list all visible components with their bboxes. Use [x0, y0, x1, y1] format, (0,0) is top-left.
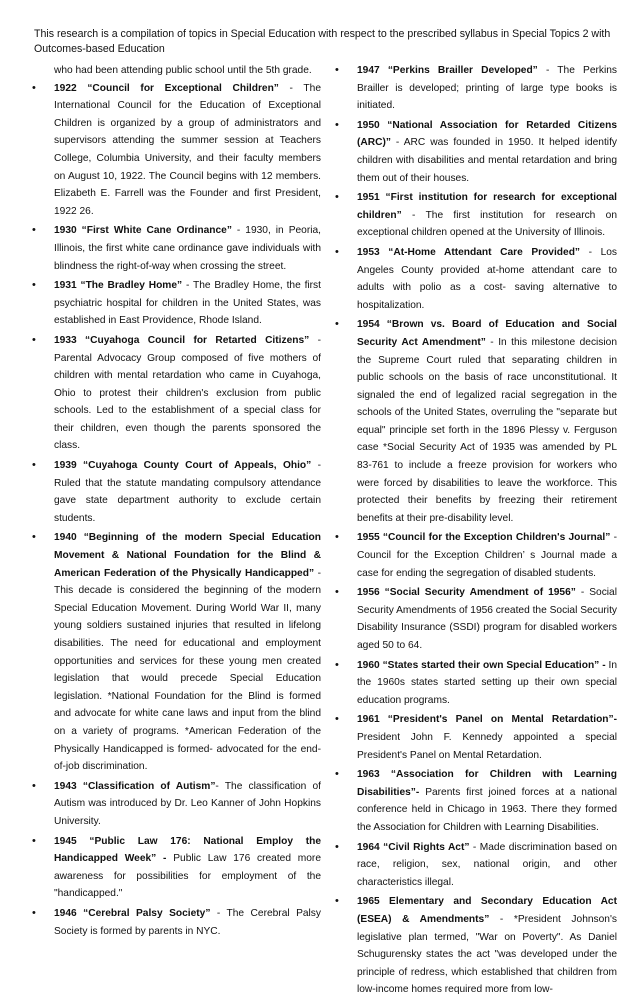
bullet-icon: •	[32, 333, 36, 346]
entry-text: - ARC was founded in 1950. It helped identify children with disabilities and mental retardation and bring them out of their houses.	[357, 137, 617, 184]
timeline-entry	[32, 905, 321, 940]
timeline-entry	[335, 711, 617, 764]
bullet-icon: •	[335, 64, 339, 76]
entry-text: - In this milestone decision the Supreme Court ruled that separating children in public schools on the basis of race unconstitutional. It signaled the end of legalized racial segregation in the schools of the United States, overruling the "separate but equal" principle set forth in the 1896 Plessy v. Ferguson case *Social Security Act of 1935 was amended by PL 83-761 to include a freeze provision for workers who were forced by disabilities to leave the workforce. This protected their benefits by freezing their retirement benefits at their pre-disability level.	[357, 336, 617, 524]
bullet-icon: •	[335, 245, 339, 258]
entry-title: 1939 “Cuyahoga County Court of Appeals, Ohio”	[54, 460, 312, 472]
entry-title: 1955 “Council for the Exception Children's Journal”	[357, 532, 611, 544]
entry-title: 1922 “Council for Exceptional Children”	[54, 82, 279, 94]
bullet-icon: •	[335, 658, 339, 671]
bullet-icon: •	[32, 279, 36, 292]
entry-text: - Los Angeles County provided at-home attendant care to adults with polio as a cost- saving alternative to hospitalization.	[357, 246, 617, 311]
entry-title: 1950 “National Association for Retarded Citizens (ARC)”	[357, 119, 617, 149]
timeline-entry	[32, 332, 321, 455]
timeline-entry	[32, 833, 321, 903]
entry-title: 1961 “President's Panel on Mental Retardation”-	[357, 714, 617, 726]
right-column	[335, 62, 617, 1001]
entry-title: 1933 “Cuyahoga Council for Retarted Citizens”	[54, 334, 310, 346]
entry-title: 1930 “First White Cane Ordinance”	[54, 225, 232, 237]
bullet-icon: •	[335, 768, 339, 781]
timeline-entry	[335, 244, 617, 314]
entry-text: Public Law 176 created more awareness for possibilities for employment of the "handicapped."	[54, 853, 321, 900]
entry-text: - Made discrimination based on race, religion, sex, national origin, and other characteristics illegal.	[357, 841, 617, 888]
timeline-entry	[32, 277, 321, 330]
entry-text: In the 1960s states started setting up their own special education programs.	[357, 659, 618, 706]
timeline-entry	[335, 657, 617, 710]
timeline-entry	[32, 80, 321, 221]
timeline-entry	[335, 766, 617, 836]
entry-text: - The International Council for the Education of Exceptional Children is organized by a group of administrators and supervisors attending the summer session at Teachers College, Columbia University, and their faculty members on August 10, 1922. The Council begins with 12 members. Elizabeth E. Farrell was the Founder and first President, 1922 26.	[54, 82, 321, 217]
entry-text: Parents first joined forces at a national conference held in Chicago in 1963. There they formed the Association for Children with Learning Disabilities.	[357, 786, 617, 833]
timeline-entry	[32, 529, 321, 775]
timeline-entry	[335, 117, 617, 187]
bullet-icon: •	[335, 840, 339, 853]
entry-text: - 1930, in Peoria, Illinois, the first white cane ordinance gave individuals with blindness the right-of-way when crossing the street.	[54, 225, 321, 272]
entry-title: 1965 Elementary and Secondary Education Act (ESEA) & Amendments”	[357, 896, 617, 925]
entry-text: - This decade is considered the beginning of the modern Special Education Movement. During World War II, many young soldiers sustained injuries that resulted in lifelong disabilities. The need for educational and employment opportunities and services for these young men created legislation that would precede Special Education legislation. *National Foundation for the Blind is formed and advocate for white cane laws and input from the blind on a variety of programs. *American Federation of the Physically Handicapped is formed- advocated for the end-of-job discrimination.	[54, 567, 321, 773]
entry-title: 1946 “Cerebral Palsy Society”	[54, 907, 211, 919]
bullet-icon: •	[335, 586, 339, 599]
bullet-icon: •	[335, 191, 339, 204]
timeline-list-left	[32, 80, 321, 941]
timeline-entry	[32, 222, 321, 275]
entry-title: 1954 “Brown vs. Board of Education and Social Security Act Amendment”	[357, 319, 617, 348]
bullet-icon: •	[335, 531, 339, 544]
entry-text: - The classification of Autism was introduced by Dr. Leo Kanner of John Hopkins University.	[54, 780, 321, 827]
entry-text: - The first institution for research on exceptional children opened at the University of Illinois.	[357, 209, 617, 239]
bullet-icon: •	[32, 779, 36, 792]
bullet-icon: •	[32, 459, 36, 472]
timeline-list-right	[335, 62, 617, 999]
entry-text: - Council for the Exception Children’ s Journal made a case for ending the segregation of disabled students.	[357, 532, 617, 579]
timeline-entry	[335, 584, 617, 654]
timeline-entry	[335, 316, 617, 527]
entry-title: 1951 “First institution for research for exceptional children”	[357, 192, 617, 221]
bullet-icon: •	[32, 834, 36, 847]
entry-title: 1947 “Perkins Brailler Developed”	[357, 65, 538, 76]
entry-text: - Ruled that the statute mandating compulsory attendance gave state department authority to exclude certain students.	[54, 460, 321, 524]
bullet-icon: •	[335, 118, 339, 131]
document-header: This research is a compilation of topics in Special Education with respect to the prescribed syllabus in Special Topics 2 with Outcomes-based Education	[34, 28, 611, 55]
bullet-icon: •	[32, 224, 36, 237]
entry-text: - *President Johnson's legislative plan termed, "War on Poverty". As Daniel Schugurensky states the act "was developed under the principle of redress, which established that children from low-income homes required more from low-	[357, 913, 617, 996]
bullet-icon: •	[32, 906, 36, 919]
timeline-entry	[32, 457, 321, 527]
entry-title: 1943 “Classification of Autism”	[54, 780, 216, 792]
entry-text: President John F. Kennedy appointed a special President's Panel on Mental Retardation.	[357, 731, 617, 761]
entry-text: - Parental Advocacy Group composed of five mothers of children with mental retardation who came in Cuyahoga, Ohio to protest their children's exclusion from public schools. Led to the establishment of a special class for their children, even though the parents sponsored the class.	[54, 334, 321, 452]
bullet-icon: •	[335, 713, 339, 726]
timeline-entry	[335, 62, 617, 115]
timeline-entry	[32, 778, 321, 831]
bullet-icon: •	[335, 318, 339, 331]
bullet-icon: •	[32, 81, 36, 94]
timeline-entry	[335, 893, 617, 999]
entry-title: 1953 “At-Home Attendant Care Provided”	[357, 246, 581, 258]
entry-text: - Social Security Amendments of 1956 created the Social Security Disability Insurance (SSDI) program for disabled workers aged 50 to 64.	[357, 587, 617, 651]
continuation-text: who had been attending public school until the 5th grade.	[54, 65, 312, 76]
entry-title: 1964 “Civil Rights Act”	[357, 841, 470, 853]
bullet-icon: •	[335, 895, 339, 908]
entry-title: 1960 “States started their own Special Education” -	[357, 659, 606, 671]
entry-text: - The Cerebral Palsy Society is formed by parents in NYC.	[54, 907, 321, 937]
entry-title: 1940 “Beginning of the modern Special Education Movement & National Foundation for the Blind & American Federation of the Physically Handicapped”	[54, 532, 321, 579]
bullet-icon: •	[32, 531, 36, 544]
entry-text: - The Bradley Home, the first psychiatric hospital for children in the United States, was established in East Providence, Rhode Island.	[54, 280, 321, 327]
timeline-entry	[335, 189, 617, 242]
entry-title: 1945 “Public Law 176: National Employ the Handicapped Week” -	[54, 835, 321, 865]
entry-title: 1956 “Social Security Amendment of 1956”	[357, 587, 576, 599]
timeline-entry	[335, 529, 617, 582]
entry-title: 1931 “The Bradley Home”	[54, 280, 183, 292]
left-column	[32, 62, 321, 942]
entry-text: - The Perkins Brailler is developed; printing of large type books is initiated.	[357, 65, 617, 112]
timeline-entry	[335, 839, 617, 892]
entry-title: 1963 “Association for Children with Learning Disabilities”-	[357, 769, 617, 798]
